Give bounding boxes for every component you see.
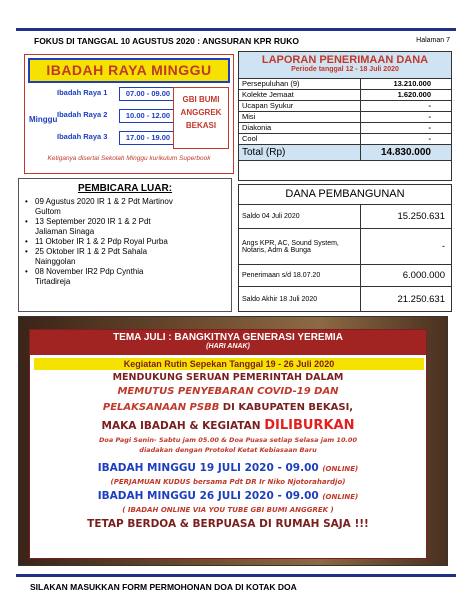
ibadah-title: IBADAH RAYA MINGGU xyxy=(28,58,230,83)
table-row xyxy=(239,265,451,287)
tema-panel xyxy=(29,329,427,559)
table-row xyxy=(239,101,451,112)
tema-title-bar xyxy=(30,330,426,355)
row-label: Saldo Akhir 18 Juli 2020 xyxy=(239,287,361,311)
top-rule xyxy=(16,28,456,31)
notice-line: ( IBADAH ONLINE VIA YOU TUBE GBI BUMI ANGGREK ) xyxy=(122,506,334,514)
ibadah-row-time: 10.00 - 12.00 xyxy=(119,109,177,123)
ibadah-row-name: Ibadah Raya 1 xyxy=(57,88,108,97)
service-line: IBADAH MINGGU 26 JULI 2020 - 09.00 (ONLINE) xyxy=(97,490,359,502)
table-row xyxy=(239,229,451,265)
row-value: - xyxy=(428,134,431,143)
notice-line: diadakan dengan Protokol Ketat Kebiasaan Baru xyxy=(139,446,317,454)
list-item: • 08 November IR2 Pdp Cynthia Tirtadireja xyxy=(25,267,225,287)
notice-line: MENDUKUNG SERUAN PEMERINTAH DALAM xyxy=(112,372,344,383)
ibadah-row-name: Ibadah Raya 3 xyxy=(57,132,108,141)
notice-line: PELAKSANAAN PSBB DI KABUPATEN BEKASI, xyxy=(102,402,354,413)
dana-title: DANA PEMBANGUNAN xyxy=(239,185,451,205)
table-row xyxy=(239,123,451,134)
table-row xyxy=(239,287,451,311)
row-label: Angs KPR, AC, Sound System, Notaris, Adm & Bunga xyxy=(239,229,361,264)
table-row xyxy=(239,134,451,145)
row-label: Ucapan Syukur xyxy=(239,101,361,111)
laporan-table xyxy=(238,51,452,181)
table-row xyxy=(239,112,451,123)
ibadah-footnote: Ketiganya disertai Sekolah Minggu kurikulum Superbook xyxy=(47,155,211,162)
list-item: • 25 Oktober IR 1 & 2 Pdt Sahala Nainggolan xyxy=(25,247,225,267)
row-value: 21.250.631 xyxy=(397,293,445,305)
row-label: Penerimaan s/d 18.07.20 xyxy=(239,265,361,286)
church-name-line: BEKASI xyxy=(185,121,217,130)
row-value: 15.250.631 xyxy=(397,211,445,222)
row-label: Kolekte Jemaat xyxy=(239,90,361,100)
tema-banner xyxy=(18,316,448,566)
row-value: 1.620.000 xyxy=(397,90,431,99)
notice-line: TETAP BERDOA & BERPUASA DI RUMAH SAJA !!! xyxy=(87,518,369,530)
row-label: Saldo 04 Juli 2020 xyxy=(239,205,361,228)
row-value: 13.210.000 xyxy=(393,79,431,88)
notice-line: MEMUTUS PENYEBARAN COVID-19 DAN xyxy=(117,386,339,397)
ibadah-schedule-box xyxy=(24,54,234,174)
table-row xyxy=(239,90,451,101)
row-label: Persepuluhan (9) xyxy=(239,79,361,89)
laporan-period: Periode tanggal 12 - 18 Juli 2020 xyxy=(291,66,399,73)
table-row xyxy=(239,205,451,229)
row-value: - xyxy=(428,123,431,132)
dana-table xyxy=(238,184,452,312)
row-label: Misi xyxy=(239,112,361,122)
church-name-line: ANGGREK xyxy=(180,108,222,117)
table-row xyxy=(239,79,451,90)
page-footer: SILAKAN MASUKKAN FORM PERMOHONAN DOA DI KOTAK DOA xyxy=(30,582,297,592)
row-value: - xyxy=(428,112,431,121)
total-value: 14.830.000 xyxy=(380,147,431,158)
row-label: Diakonia xyxy=(239,123,361,133)
row-label: Cool xyxy=(239,134,361,144)
pembicara-title: PEMBICARA LUAR: xyxy=(77,183,173,194)
minggu-label: Minggu xyxy=(29,115,58,124)
list-item: • 13 September 2020 IR 1 & 2 Pdt Jaliaman Sinaga xyxy=(25,217,225,237)
header-title: FOKUS DI TANGGAL 10 AGUSTUS 2020 : ANGSURAN KPR RUKO xyxy=(34,36,299,46)
laporan-header xyxy=(239,52,451,79)
ibadah-row-name: Ibadah Raya 2 xyxy=(57,110,108,119)
service-line: IBADAH MINGGU 19 JULI 2020 - 09.00 (ONLINE) xyxy=(97,462,359,474)
bottom-rule xyxy=(16,574,456,577)
notice-line: MAKA IBADAH & KEGIATAN DILIBURKAN xyxy=(101,418,355,433)
laporan-title: LAPORAN PENERIMAAN DANA xyxy=(261,54,429,66)
diliburkan-text: DILIBURKAN xyxy=(264,418,355,433)
church-name-box xyxy=(173,87,229,149)
row-value: - xyxy=(428,101,431,110)
pembicara-list xyxy=(25,197,225,287)
notice-line: Doa Pagi Senin- Sabtu jam 05.00 & Doa Puasa setiap Selasa jam 10.00 xyxy=(99,436,357,444)
list-item: • 11 Oktober IR 1 & 2 Pdp Royal Purba xyxy=(25,237,225,247)
list-item: • 09 Agustus 2020 IR 1 & 2 Pdt Martinov Gultom xyxy=(25,197,225,217)
kegiatan-banner: Kegiatan Rutin Sepekan Tanggal 19 - 26 Juli 2020 xyxy=(34,358,424,370)
church-name-line: GBI BUMI xyxy=(182,95,220,104)
total-row xyxy=(239,145,451,161)
tema-title: TEMA JULI : BANGKITNYA GENERASI YEREMIA xyxy=(113,332,343,343)
pembicara-box xyxy=(18,178,232,312)
tema-subtitle: (HARI ANAK) xyxy=(206,343,250,350)
ibadah-row-time: 07.00 - 09.00 xyxy=(119,87,177,101)
ibadah-row-time: 17.00 - 19.00 xyxy=(119,131,177,145)
row-value: 6.000.000 xyxy=(402,270,445,281)
page-header xyxy=(24,34,452,48)
row-value: - xyxy=(441,241,445,252)
page-number: Halaman 7 xyxy=(416,37,450,44)
total-label: Total (Rp) xyxy=(239,145,361,160)
notice-line: (PERJAMUAN KUDUS bersama Pdt DR Ir Niko Njotorahardjo) xyxy=(110,478,346,486)
